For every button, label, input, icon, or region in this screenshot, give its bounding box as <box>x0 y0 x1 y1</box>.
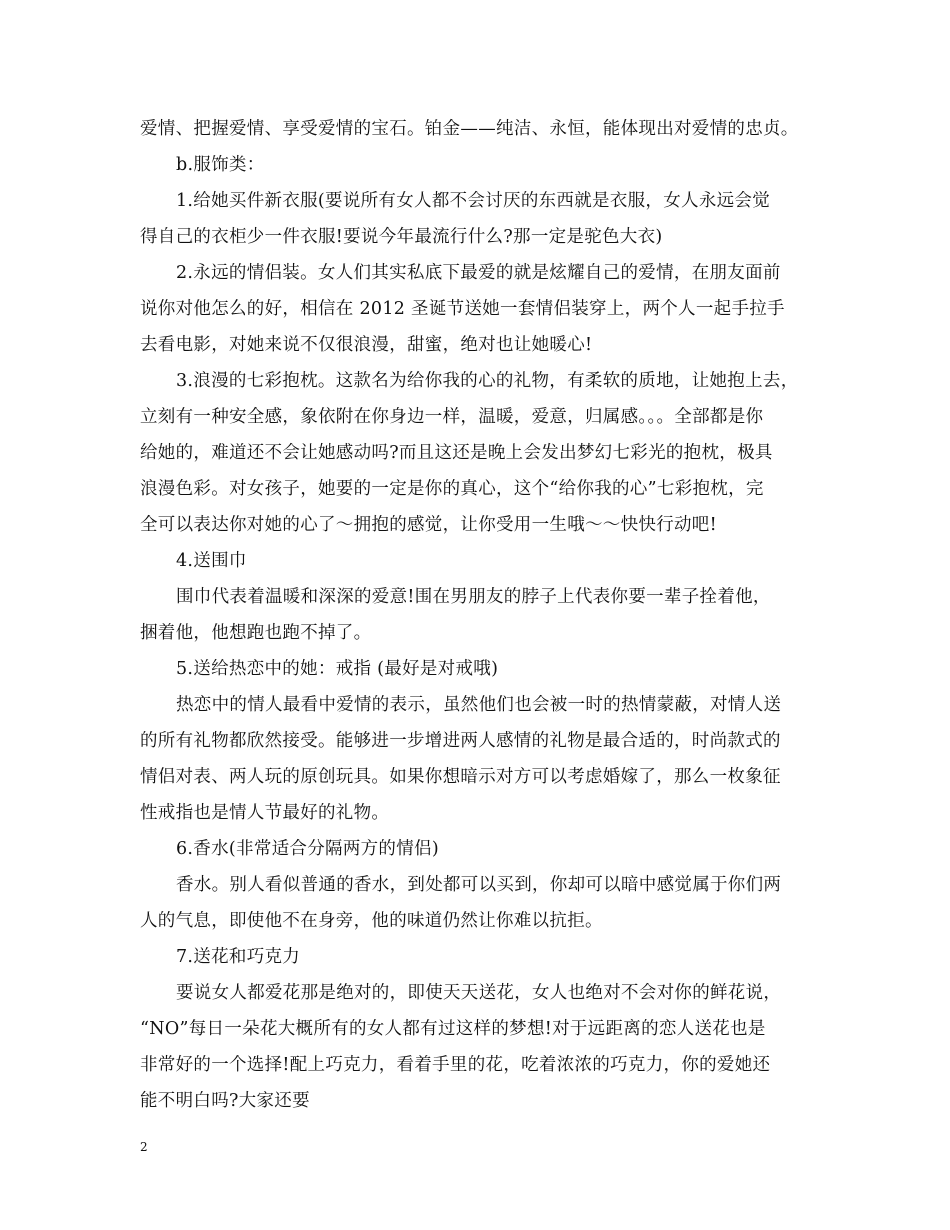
text-line: 捆着他，他想跑也跑不掉了。 <box>140 623 372 643</box>
paragraph-line: 香水。别人看似普通的香水，到处都可以买到，你却可以暗中感觉属于你们两 <box>176 875 782 895</box>
text-line: 非常好的一个选择!配上巧克力，看着手里的花，吃着浓浓的巧克力，你的爱她还 <box>140 1055 771 1075</box>
list-item-heading: 7.送花和巧克力 <box>176 947 301 967</box>
paragraph-line: 热恋中的情人最看中爱情的表示，虽然他们也会被一时的热情蒙蔽，对情人送 <box>176 695 782 715</box>
paragraph-line: 要说女人都爱花那是绝对的，即使天天送花，女人也绝对不会对你的鲜花说， <box>176 983 782 1003</box>
page-number: 2 <box>140 1140 148 1154</box>
list-item-heading: 6.香水(非常适合分隔两方的情侣) <box>176 839 439 859</box>
list-item-heading: 2.永远的情侣装。女人们其实私底下最爱的就是炫耀自己的爱情，在朋友面前 <box>176 263 781 283</box>
list-item-heading: 3.浪漫的七彩抱枕。这款名为给你我的心的礼物，有柔软的质地，让她抱上去， <box>176 371 799 391</box>
text-line: “NO”每日一朵花大概所有的女人都有过这样的梦想!对于远距离的恋人送花也是 <box>140 1019 766 1039</box>
text-line: 浪漫色彩。对女孩子，她要的一定是你的真心，这个“给你我的心”七彩抱枕，完 <box>140 479 764 499</box>
list-item-heading: 1.给她买件新衣服(要说所有女人都不会讨厌的东西就是衣服，女人永远会觉 <box>176 191 771 211</box>
text-line: 的所有礼物都欣然接受。能够进一步增进两人感情的礼物是最合适的，时尚款式的 <box>140 731 781 751</box>
text-line: 能不明白吗?大家还要 <box>140 1091 310 1111</box>
section-heading: b.服饰类： <box>176 155 265 175</box>
text-line: 得自己的衣柜少一件衣服!要说今年最流行什么?那一定是驼色大衣) <box>140 227 663 247</box>
text-line: 情侣对表、两人玩的原创玩具。如果你想暗示对方可以考虑婚嫁了，那么一枚象征 <box>140 767 781 787</box>
text-line: 立刻有一种安全感，象依附在你身边一样，温暖，爱意，归属感。。。全部都是你 <box>140 407 764 427</box>
text-line: 说你对他怎么的好，相信在 2012 圣诞节送她一套情侣装穿上，两个人一起手拉手 <box>140 299 785 319</box>
text-line: 全可以表达你对她的心了～拥抱的感觉，让你受用一生哦～～快快行动吧! <box>140 515 717 535</box>
text-line: 给她的，难道还不会让她感动吗?而且这还是晚上会发出梦幻七彩光的抱枕，极具 <box>140 443 773 463</box>
list-item-heading: 4.送围巾 <box>176 551 247 571</box>
text-line: 爱情、把握爱情、享受爱情的宝石。铂金——纯洁、永恒，能体现出对爱情的忠贞。 <box>140 119 799 139</box>
text-line: 性戒指也是情人节最好的礼物。 <box>140 803 390 823</box>
paragraph-line: 围巾代表着温暖和深深的爱意!围在男朋友的脖子上代表你要一辈子拴着他， <box>176 587 771 607</box>
list-item-heading: 5.送给热恋中的她：戒指 (最好是对戒哦) <box>176 659 499 679</box>
text-line: 去看电影，对她来说不仅很浪漫，甜蜜，绝对也让她暖心! <box>140 335 593 355</box>
text-line: 人的气息，即使他不在身旁，他的味道仍然让你难以抗拒。 <box>140 911 603 931</box>
